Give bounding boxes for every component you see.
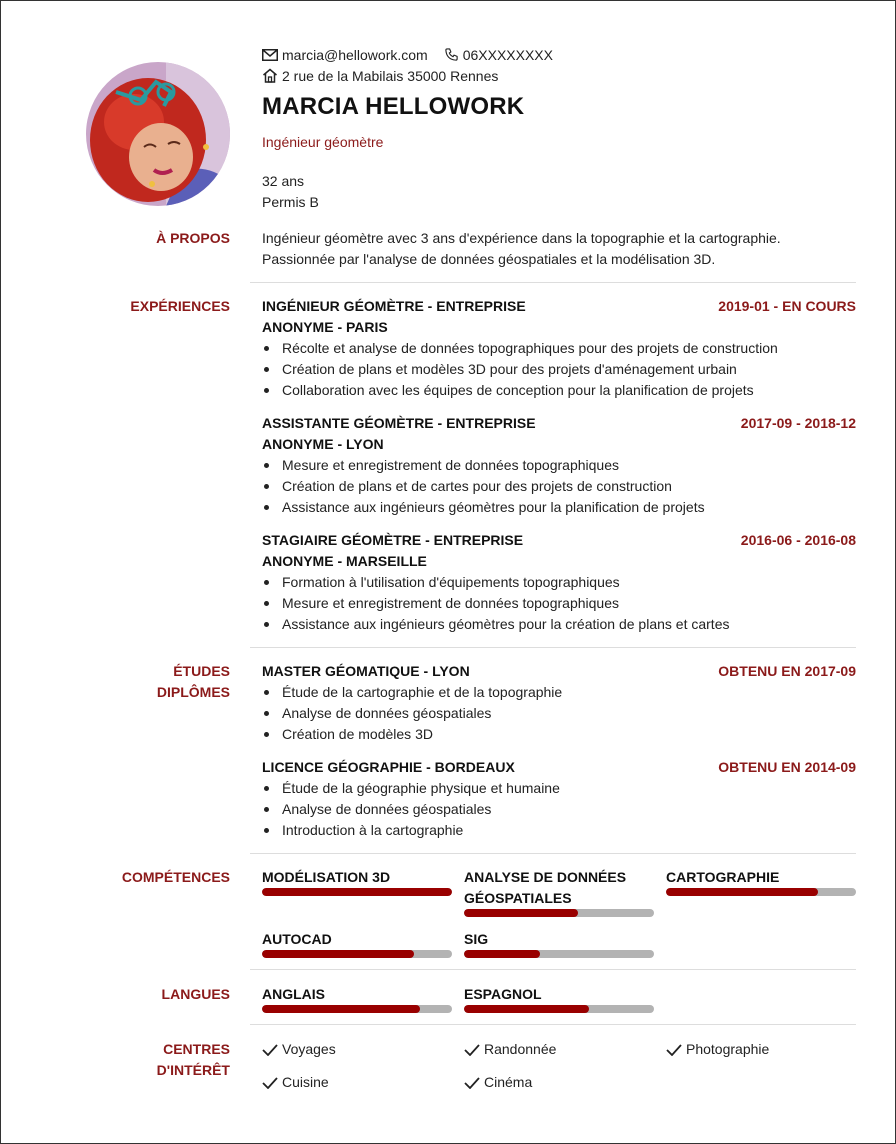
study-title: LICENCE GÉOGRAPHIE - BORDEAUX <box>262 759 515 775</box>
separator <box>250 969 856 970</box>
separator <box>250 647 856 648</box>
interest-item <box>262 1039 336 1060</box>
experience-entry <box>262 530 856 635</box>
list-item: Assistance aux ingénieurs géomètres pour la création de plans et cartes <box>262 614 856 635</box>
study-date: OBTENU EN 2014-09 <box>718 759 856 775</box>
experience-bullets <box>262 338 856 401</box>
experience-title: INGÉNIEUR GÉOMÈTRE - ENTREPRISE <box>262 298 526 314</box>
skill-name-line-1: ANALYSE DE DONNÉES <box>464 869 627 885</box>
section-label-experiences: EXPÉRIENCES <box>130 298 230 314</box>
list-item: Analyse de données géospatiales <box>262 799 856 820</box>
interest-label: Photographie <box>686 1041 770 1057</box>
skill-bar-fill <box>464 909 578 917</box>
contact-block <box>262 44 569 86</box>
section-label-studies-line-2: DIPLÔMES <box>156 684 230 700</box>
interest-item <box>464 1039 556 1060</box>
list-item: Création de plans et de cartes pour des projets de construction <box>262 476 856 497</box>
about-line-2: Passionnée par l'analyse de données géospatiales et la modélisation 3D. <box>262 251 716 267</box>
phone-text: 06XXXXXXXX <box>462 46 553 63</box>
skill-name <box>464 867 654 909</box>
skill-item <box>666 867 856 896</box>
experience-entry <box>262 413 856 518</box>
section-label-interests-line-2: D'INTÉRÊT <box>156 1062 230 1078</box>
interest-item <box>262 1072 329 1093</box>
section-label-interests-line-1: CENTRES <box>163 1041 230 1057</box>
experience-company: ANONYME - MARSEILLE <box>262 553 427 569</box>
list-item: Étude de la géographie physique et humaine <box>262 778 856 799</box>
list-item: Création de modèles 3D <box>262 724 856 745</box>
section-label-skills: COMPÉTENCES <box>121 869 230 885</box>
address-item <box>262 68 498 84</box>
list-item: Analyse de données géospatiales <box>262 703 856 724</box>
phone-item[interactable] <box>444 47 553 63</box>
profile-photo <box>86 62 230 206</box>
experience-title: STAGIAIRE GÉOMÈTRE - ENTREPRISE <box>262 532 524 548</box>
skill-bar <box>464 909 654 917</box>
list-item: Création de plans et modèles 3D pour des projets d'aménagement urbain <box>262 359 856 380</box>
skill-name: MODÉLISATION 3D <box>262 869 391 885</box>
personal-info <box>262 171 319 213</box>
home-icon <box>262 68 278 83</box>
list-item: Formation à l'utilisation d'équipements topographiques <box>262 572 856 593</box>
experience-bullets <box>262 572 856 635</box>
email-text: marcia@hellowork.com <box>282 46 428 63</box>
address-text: 2 rue de la Mabilais 35000 Rennes <box>282 67 499 84</box>
experience-bullets <box>262 455 856 518</box>
check-icon <box>666 1044 682 1056</box>
experience-company: ANONYME - PARIS <box>262 319 388 335</box>
interest-label: Cuisine <box>282 1074 329 1090</box>
skill-bar <box>464 950 654 958</box>
study-bullets <box>262 682 856 745</box>
skill-bar <box>262 950 452 958</box>
skill-bar <box>666 888 856 896</box>
list-item: Introduction à la cartographie <box>262 820 856 841</box>
language-item <box>464 984 654 1013</box>
skill-bar-fill <box>262 888 452 896</box>
language-bar-fill <box>262 1005 420 1013</box>
skill-name: SIG <box>464 931 489 947</box>
skill-item <box>262 867 452 896</box>
study-date: OBTENU EN 2017-09 <box>718 663 856 679</box>
section-label-studies <box>101 661 230 703</box>
list-item: Assistance aux ingénieurs géomètres pour la planification de projets <box>262 497 856 518</box>
experience-company: ANONYME - LYON <box>262 436 384 452</box>
section-label-interests <box>101 1039 230 1081</box>
language-name: ESPAGNOL <box>464 986 542 1002</box>
study-bullets <box>262 778 856 841</box>
experience-title: ASSISTANTE GÉOMÈTRE - ENTREPRISE <box>262 415 536 431</box>
skill-item <box>464 929 654 958</box>
experience-date: 2019-01 - EN COURS <box>718 298 856 314</box>
list-item: Récolte et analyse de données topographiques pour des projets de construction <box>262 338 856 359</box>
language-bar <box>262 1005 452 1013</box>
list-item: Étude de la cartographie et de la topographie <box>262 682 856 703</box>
study-title: MASTER GÉOMATIQUE - LYON <box>262 663 470 679</box>
section-label-languages: LANGUES <box>161 986 230 1002</box>
interest-label: Randonnée <box>484 1041 557 1057</box>
skill-bar-fill <box>464 950 540 958</box>
about-text <box>262 228 856 270</box>
language-name: ANGLAIS <box>262 986 325 1002</box>
skill-bar <box>262 888 452 896</box>
section-label-studies-line-1: ÉTUDES <box>173 663 230 679</box>
envelope-icon <box>262 49 278 61</box>
skill-name: CARTOGRAPHIE <box>666 869 780 885</box>
skill-bar-fill <box>666 888 818 896</box>
interest-label: Cinéma <box>484 1074 533 1090</box>
interest-label: Voyages <box>282 1041 336 1057</box>
section-label-about: À PROPOS <box>156 230 230 246</box>
skill-item <box>262 929 452 958</box>
experience-date: 2016-06 - 2016-08 <box>740 532 856 548</box>
language-bar <box>464 1005 654 1013</box>
age: 32 ans <box>262 173 305 189</box>
language-bar-fill <box>464 1005 589 1013</box>
check-icon <box>262 1077 278 1089</box>
about-line-1: Ingénieur géomètre avec 3 ans d'expérience dans la topographie et la cartographie. <box>262 230 781 246</box>
skill-name-line-2: GÉOSPATIALES <box>464 890 572 906</box>
interest-item <box>666 1039 769 1060</box>
driving-license: Permis B <box>262 194 319 210</box>
check-icon <box>464 1077 480 1089</box>
list-item: Mesure et enregistrement de données topographiques <box>262 593 856 614</box>
separator <box>250 1024 856 1025</box>
study-entry <box>262 661 856 745</box>
study-entry <box>262 757 856 841</box>
skill-bar-fill <box>262 950 414 958</box>
interest-item <box>464 1072 532 1093</box>
separator <box>250 853 856 854</box>
email-item[interactable] <box>262 47 428 63</box>
separator <box>250 282 856 283</box>
check-icon <box>262 1044 278 1056</box>
candidate-name: MARCIA HELLOWORK <box>262 93 525 120</box>
list-item: Collaboration avec les équipes de conception pour la planification de projets <box>262 380 856 401</box>
experience-date: 2017-09 - 2018-12 <box>740 415 856 431</box>
phone-icon <box>444 47 459 62</box>
language-item <box>262 984 452 1013</box>
job-title: Ingénieur géomètre <box>262 134 384 150</box>
list-item: Mesure et enregistrement de données topographiques <box>262 455 856 476</box>
experience-entry <box>262 296 856 401</box>
check-icon <box>464 1044 480 1056</box>
skill-name: AUTOCAD <box>262 931 332 947</box>
skill-item <box>464 867 654 917</box>
